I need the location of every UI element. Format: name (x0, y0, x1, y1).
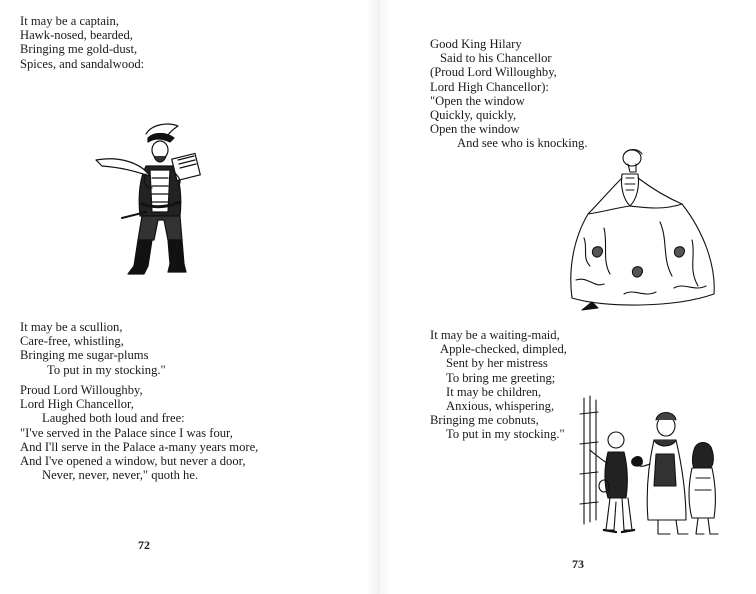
verse-line: (Proud Lord Willoughby, (430, 65, 557, 80)
verse-line: Lord High Chancellor): (430, 79, 549, 94)
verse-line: And see who is knocking. (457, 136, 588, 151)
verse-line: Anxious, whispering, (446, 399, 555, 414)
verse-line: It may be children, (446, 384, 542, 399)
right-stanza-maid (430, 328, 567, 442)
verse-line: Quickly, quickly, (430, 108, 517, 123)
left-stanza-scullion (20, 320, 166, 377)
verse-line: Bringing me sugar-plums (20, 348, 149, 363)
left-stanza-willoughby (20, 383, 258, 482)
captain-illustration (88, 116, 218, 284)
verse-line: It may be a waiting-maid, (430, 328, 560, 342)
page-number-left: 72 (138, 538, 150, 552)
verse-line: Spices, and sandalwood: (20, 56, 145, 71)
verse-line: And I'll serve in the Palace a-many years more, (20, 439, 259, 454)
verse-line: To put in my stocking." (446, 427, 565, 442)
verse-line: Apple-checked, dimpled, (440, 342, 567, 357)
verse-line: To put in my stocking." (47, 362, 166, 377)
verse-line: "I've served in the Palace since I was four, (20, 425, 233, 440)
verse-line: Bringing me gold-dust, (20, 42, 138, 57)
verse-line: Bringing me cobnuts, (430, 413, 539, 428)
children-illustration (574, 394, 724, 546)
lady-illustration (564, 148, 724, 312)
verse-line: Sent by her mistress (446, 356, 548, 371)
verse-line: It may be a scullion, (20, 320, 123, 334)
verse-line: Open the window (430, 122, 520, 137)
left-stanza-captain (20, 14, 144, 71)
verse-line: To bring me greeting; (446, 370, 556, 385)
right-page (378, 0, 756, 594)
verse-line: Never, never, never," quoth he. (42, 468, 199, 483)
page-number-right: 73 (572, 557, 584, 571)
verse-line: Laughed both loud and free: (42, 411, 185, 426)
verse-line: Said to his Chancellor (440, 51, 552, 66)
verse-line: Lord High Chancellor, (20, 397, 134, 412)
right-stanza-king (430, 37, 587, 151)
verse-line: Hawk-nosed, bearded, (20, 28, 133, 43)
verse-line: Proud Lord Willoughby, (20, 383, 143, 397)
verse-line: "Open the window (430, 93, 525, 108)
verse-line: Care-free, whistling, (20, 334, 124, 349)
verse-line: And I've opened a window, but never a door, (20, 454, 246, 469)
verse-line: Good King Hilary (430, 37, 522, 51)
verse-line: It may be a captain, (20, 14, 119, 28)
